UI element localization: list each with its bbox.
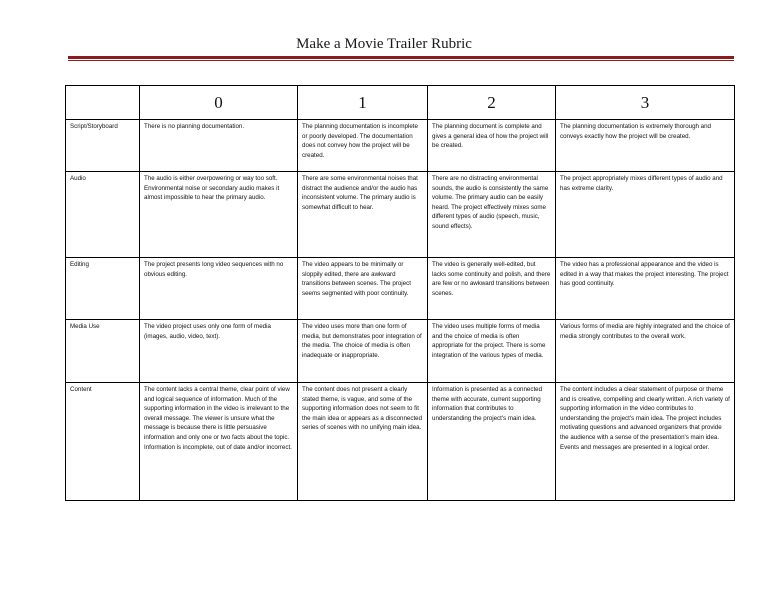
rubric-row-media-use xyxy=(66,320,735,383)
row-category-label: Editing xyxy=(66,258,140,320)
row-category-label: Script/Storyboard xyxy=(66,120,140,172)
score-header-1: 1 xyxy=(298,86,428,120)
criterion-cell-score-3: The planning documentation is extremely thorough and conveys exactly how the project will be created. xyxy=(556,120,735,172)
criterion-cell-score-3: Various forms of media are highly integrated and the choice of media strongly contributes to the overall work. xyxy=(556,320,735,383)
criterion-cell-score-0: The video project uses only one form of media (images, audio, video, text). xyxy=(140,320,298,383)
criterion-cell-score-2: The video is generally well-edited, but lacks some continuity and polish, and there are few or no awkward transitions between scenes. xyxy=(428,258,556,320)
title-rule-thin xyxy=(68,60,734,61)
criterion-cell-score-2: The planning document is complete and gives a general idea of how the project will be created. xyxy=(428,120,556,172)
criterion-cell-score-3: The project appropriately mixes different types of audio and has extreme clarity. xyxy=(556,172,735,258)
criterion-cell-score-0: The content lacks a central theme, clear point of view and logical sequence of information. Much of the supporting information in the video is irrelevant to the overall message. The viewer is unsure what the message is because there is little persuasive information and only one or two facts about the topic. Information is incomplete, out of date and/or incorrect. xyxy=(140,383,298,501)
rubric-row-editing xyxy=(66,258,735,320)
title-rule-thick xyxy=(68,56,734,59)
document-title: Make a Movie Trailer Rubric xyxy=(296,36,472,52)
row-category-label: Media Use xyxy=(66,320,140,383)
score-header-2: 2 xyxy=(428,86,556,120)
row-category-label: Content xyxy=(66,383,140,501)
criterion-cell-score-3: The video has a professional appearance and the video is edited in a way that makes the project interesting. The project has good continuity. xyxy=(556,258,735,320)
criterion-cell-score-3: The content includes a clear statement of purpose or theme and is creative, compelling and clearly written. A rich variety of supporting information in the video contributes to understanding the project's main idea. The project includes motivating questions and advanced organizers that provide the audience with a sense of the presentation's main idea. Events and messages are presented in a logical order. xyxy=(556,383,735,501)
criterion-cell-score-1: The video appears to be minimally or sloppily edited, there are awkward transitions between scenes. The project seems segmented with poor continuity. xyxy=(298,258,428,320)
criterion-cell-score-2: There are no distracting environmental sounds, the audio is consistently the same volume. The primary audio can be easily heard. The project effectively mixes some different types of audio (speech, music, sound effects). xyxy=(428,172,556,258)
header-corner-cell xyxy=(66,86,140,120)
row-category-label: Audio xyxy=(66,172,140,258)
rubric-row-audio xyxy=(66,172,735,258)
criterion-cell-score-1: The content does not present a clearly stated theme, is vague, and some of the supporting information does not seem to fit the main idea or appears as a disconnected series of scenes with no unifying main idea. xyxy=(298,383,428,501)
rubric-row-script-storyboard xyxy=(66,120,735,172)
criterion-cell-score-1: The video uses more than one form of media, but demonstrates poor integration of the media. The choice of media is often inadequate or inappropriate. xyxy=(298,320,428,383)
criterion-cell-score-1: There are some environmental noises that distract the audience and/or the audio has inconsistent volume. The primary audio is somewhat difficult to hear. xyxy=(298,172,428,258)
criterion-cell-score-1: The planning documentation is incomplete or poorly developed. The documentation does not convey how the project will be created. xyxy=(298,120,428,172)
rubric-header-row xyxy=(66,86,735,120)
rubric-row-content xyxy=(66,383,735,501)
score-header-3: 3 xyxy=(556,86,735,120)
criterion-cell-score-0: The project presents long video sequences with no obvious editing. xyxy=(140,258,298,320)
score-header-0: 0 xyxy=(140,86,298,120)
criterion-cell-score-0: The audio is either overpowering or way too soft. Environmental noise or secondary audio makes it almost impossible to hear the primary audio. xyxy=(140,172,298,258)
criterion-cell-score-2: Information is presented as a connected theme with accurate, current supporting information that contributes to understanding the project's main idea. xyxy=(428,383,556,501)
criterion-cell-score-0: There is no planning documentation. xyxy=(140,120,298,172)
criterion-cell-score-2: The video uses multiple forms of media and the choice of media is often appropriate for the project. There is some integration of the various types of media. xyxy=(428,320,556,383)
rubric-table xyxy=(65,85,735,501)
